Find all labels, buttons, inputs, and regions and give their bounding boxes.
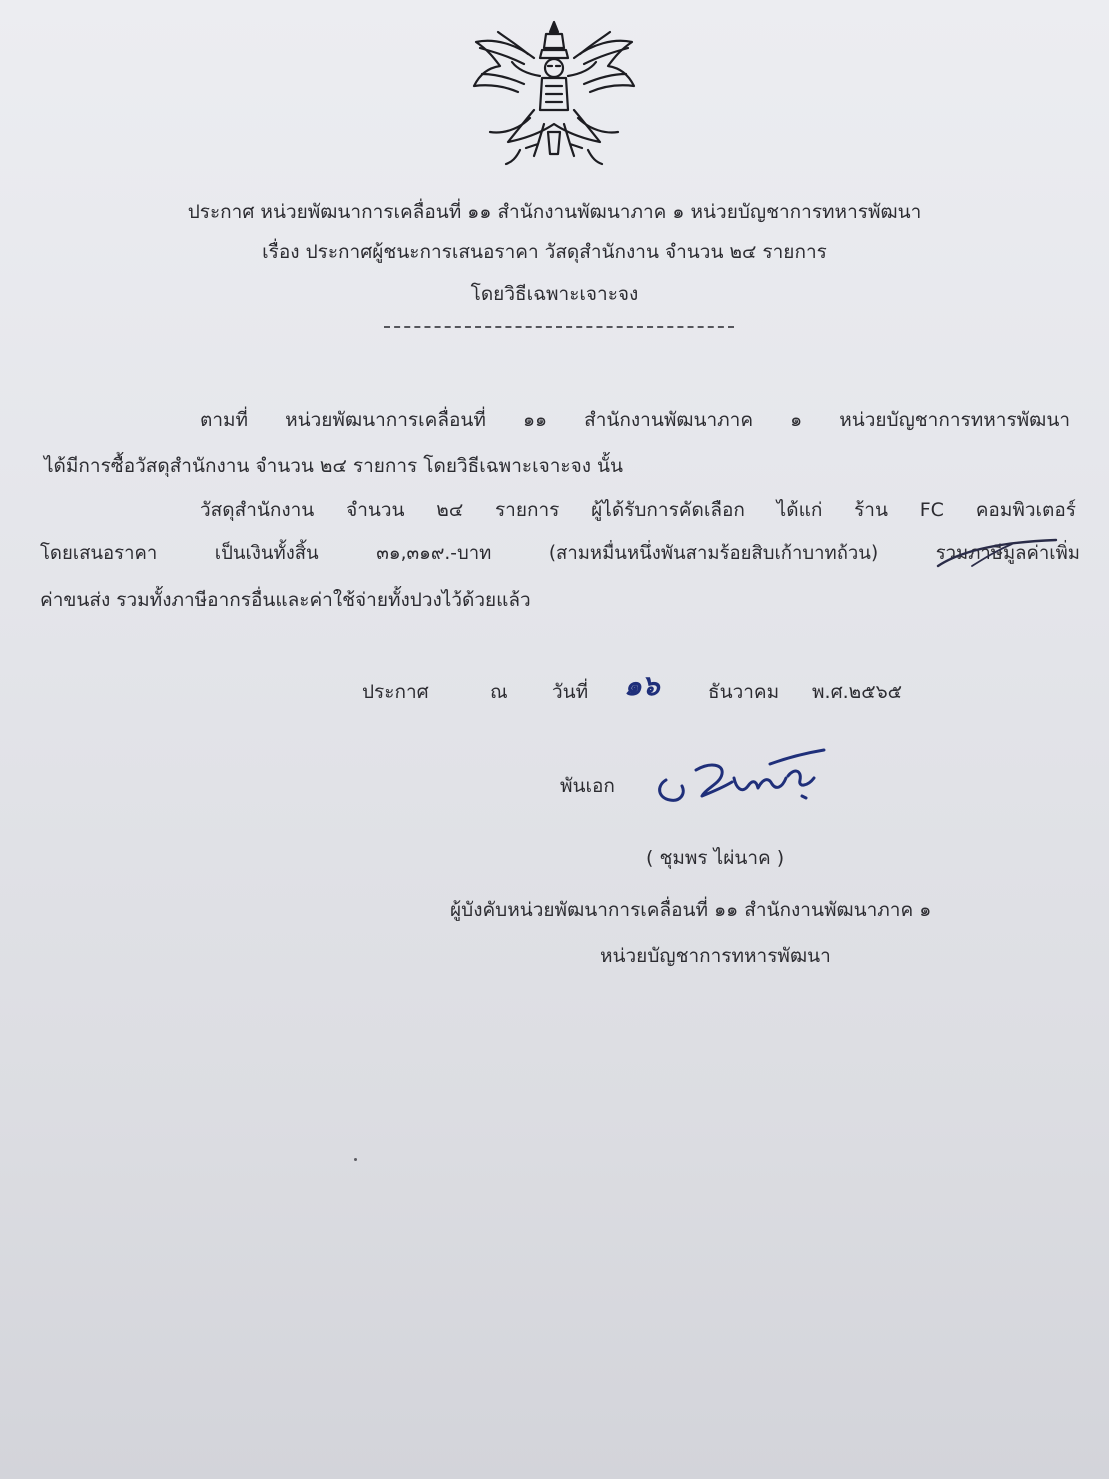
date-at-label: ณ <box>490 681 508 703</box>
signer-title-line-2: หน่วยบัญชาการทหารพัฒนา <box>600 945 831 967</box>
signer-title-line-1: ผู้บังคับหน่วยพัฒนาการเคลื่อนที่ ๑๑ สำนักงานพัฒนาภาค ๑ <box>450 899 932 921</box>
date-day-label: วันที่ <box>552 681 589 703</box>
announcement-heading: ประกาศ หน่วยพัฒนาการเคลื่อนที่ ๑๑ สำนักงานพัฒนาภาค ๑ หน่วยบัญชาการทหารพัฒนา <box>187 201 922 223</box>
handwritten-strikethrough <box>932 536 1062 572</box>
handwritten-day: ๑๖ <box>624 669 660 702</box>
date-month: ธันวาคม <box>708 681 780 703</box>
garuda-emblem-icon <box>468 14 640 172</box>
handwritten-signature <box>652 748 828 808</box>
paragraph-1-line-2: ได้มีการซื้อวัสดุสำนักงาน จำนวน ๒๔ รายการ โดยวิธีเฉพาะเจาะจง นั้น <box>44 455 623 477</box>
paragraph-2-line-2: โดยเสนอราคา เป็นเงินทั้งสิ้น ๓๑,๓๑๙.-บาท (สามหมื่นหนึ่งพันสามร้อยสิบเก้าบาทถ้วน) รวมภาษีมูลค่าเพิ่ม <box>40 543 1080 564</box>
header-divider <box>384 326 734 328</box>
paper-speck <box>354 1158 357 1161</box>
signer-rank: พันเอก <box>560 775 615 797</box>
date-year: พ.ศ.๒๕๖๕ <box>812 681 903 703</box>
method-line: โดยวิธีเฉพาะเจาะจง <box>470 283 639 305</box>
paragraph-1-line-1: ตามที่ หน่วยพัฒนาการเคลื่อนที่ ๑๑ สำนักงานพัฒนาภาค ๑ หน่วยบัญชาการทหารพัฒนา <box>200 409 1070 431</box>
paragraph-2-line-1: วัสดุสำนักงาน จำนวน ๒๔ รายการ ผู้ได้รับการคัดเลือก ได้แก่ ร้าน FC คอมพิวเตอร์ <box>200 499 1076 521</box>
signer-name: ( ชุมพร ไผ่นาค ) <box>646 847 785 869</box>
date-announce-label: ประกาศ <box>362 681 429 703</box>
subject-line: เรื่อง ประกาศผู้ชนะการเสนอราคา วัสดุสำนักงาน จำนวน ๒๔ รายการ <box>262 241 827 263</box>
paragraph-2-line-3: ค่าขนส่ง รวมทั้งภาษีอากรอื่นและค่าใช้จ่ายทั้งปวงไว้ด้วยแล้ว <box>40 589 531 611</box>
